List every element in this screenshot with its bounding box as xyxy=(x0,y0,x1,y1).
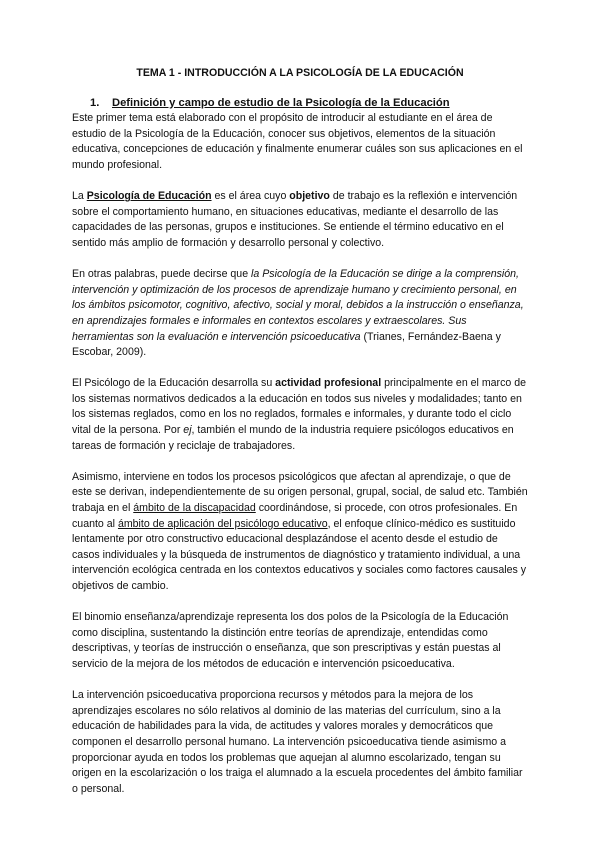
paragraph-binomio: El binomio enseñanza/aprendizaje representa los dos polos de la Psicología de la Educación como disciplina, sustentando la distinción entre teorías de aprendizaje, entendidas como descriptivas, y teorías de instrucción o enseñanza, que son prescriptivas y están puestas al servicio de la mejora de los métodos de educación e intervención psicoeducativa. xyxy=(72,611,509,670)
section-number: 1. xyxy=(90,96,100,109)
paragraph-other-words: En otras palabras, puede decirse que la Psicología de la Educación se dirige a la comprensión, intervención y optimización de los procesos de aprendizaje humano y crecimiento personal, en los ámbitos psicomotor, cognitivo, afectivo, social y moral, debidos a la instrucción o enseñanza, en aprendizajes formales e informales en contextos escolares y extraescolares. Sus herramientas son la evaluación e intervención psicoeducativa (Trianes, Fernández-Baena y Escobar, 2009). xyxy=(72,268,524,359)
term-ambito-discapacidad: ámbito de la discapacidad xyxy=(133,502,256,515)
italic-quote: la Psicología de la Educación se dirige a la comprensión, intervención y optimización de los procesos de aprendizaje humano y crecimiento personal, en los ámbitos psicomotor, cognitivo, afectivo, social y moral, debidos a la instrucción o enseñanza, en aprendizajes formales e informales en contextos escolares y extraescolares. Sus herramientas son la evaluación e intervención psicoeducativa xyxy=(72,268,524,343)
document-page xyxy=(72,66,528,813)
document-title: TEMA 1 - INTRODUCCIÓN A LA PSICOLOGÍA DE LA EDUCACIÓN xyxy=(136,67,464,79)
paragraph-intervention: Asimismo, interviene en todos los procesos psicológicos que afectan al aprendizaje, o que de este se derivan, independientemente de su origen personal, grupal, social, de salud etc. También trabaja en el ámbito de la discapacidad coordinándose, si procede, con otros profesionales. En cuanto al ámbito de aplicación del psicólogo educativo, el enfoque clínico-médico es sustituido lentamente por otro constructivo educacional desplazándose el acento desde el estudio de casos individuales y la búsqueda de instrumentos de diagnóstico y tratamiento individual, a una intervención ecológica centrada en los contextos educativos y sociales como factores causales y objetivos de cambio. xyxy=(72,470,528,592)
section-heading xyxy=(72,96,528,112)
term-objetivo: objetivo xyxy=(289,190,330,203)
section-title: Definición y campo de estudio de la Psicología de la Educación xyxy=(112,96,450,109)
term-psicologia-educacion: Psicología de Educación xyxy=(86,190,212,203)
paragraph-intro: Este primer tema está elaborado con el propósito de introducir al estudiante en el área de estudio de la Psicología de la Educación, conocer sus objetivos, elementos de la situación educativa, concepciones de educación y finalmente enumerar cuáles son sus aplicaciones en el mundo profesional. xyxy=(72,112,523,171)
term-ambito-aplicacion: ámbito de aplicación del psicólogo educativo xyxy=(117,517,328,530)
paragraph-definition: La Psicología de Educación es el área cuyo objetivo de trabajo es la reflexión e intervención sobre el comportamiento humano, en situaciones educativas, mediante el desarrollo de las capacidades de las personas, grupos e instituciones. Se entiende el término educativo en el sentido más amplio de formación y desarrollo personal y colectivo. xyxy=(72,190,518,249)
abbr-ej: ej xyxy=(183,424,192,437)
paragraph-professional-activity: El Psicólogo de la Educación desarrolla su actividad profesional principalmente en el marco de los sistemas normativos dedicados a la educación en todos sus niveles y modalidades; tanto en los sistemas reglados, como en los no reglados, formales e informales, y durante todo el ciclo vital de la persona. Por ej, también el mundo de la industria requiere psicólogos educativos en tareas de formación y reciclaje de trabajadores. xyxy=(72,377,526,452)
citation: (Trianes, Fernández-Baena y Escobar, 2009). xyxy=(72,330,501,359)
term-actividad-profesional: actividad profesional xyxy=(275,377,382,390)
paragraph-psychoeducational: La intervención psicoeducativa proporciona recursos y métodos para la mejora de los aprendizajes escolares no sólo relativos al dominio de las materias del currículum, sino a la educación de habilidades para la vida, de actitudes y valores morales y democráticos que componen el desarrollo personal humano. La intervención psicoeducativa tiende asimismo a proporcionar ayuda en todos los problemas que aquejan al alumno escolarizado, tengan su origen en la escolarización o los traiga el alumnado a la escuela procedentes del ámbito familiar o personal. xyxy=(72,689,523,795)
